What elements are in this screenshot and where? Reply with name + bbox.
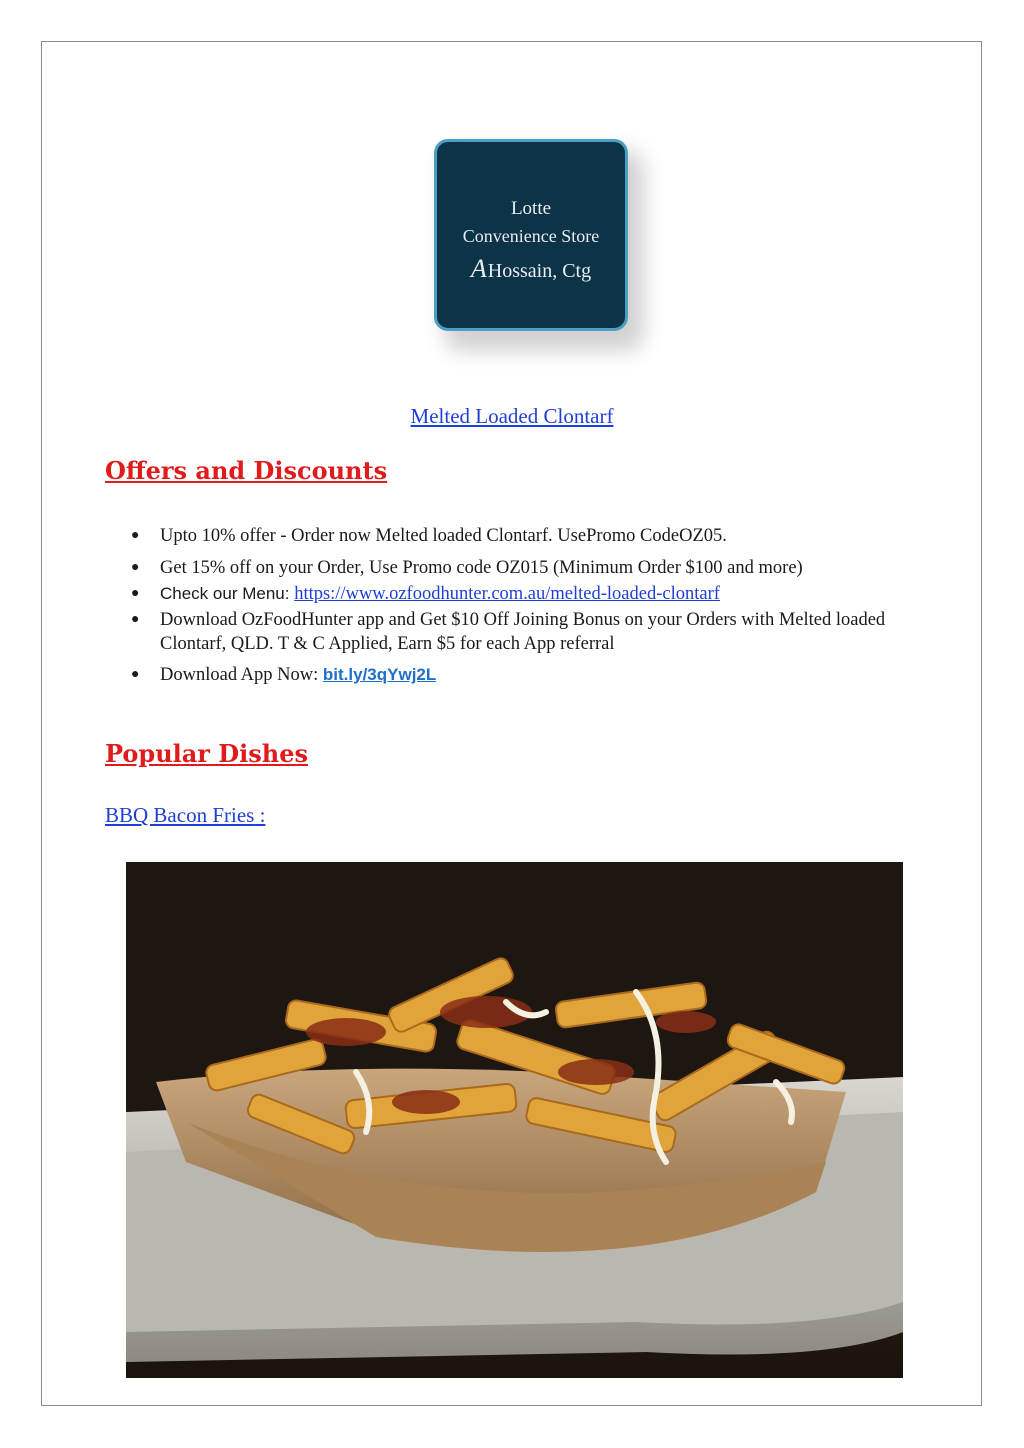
restaurant-title-link[interactable]: Melted Loaded Clontarf — [410, 404, 614, 428]
offers-list — [128, 524, 888, 687]
logo-line-2: Convenience Store — [462, 226, 600, 246]
logo-line-3 — [437, 254, 625, 284]
offer-text: Get 15% off on your Order, Use Promo code OZ015 (Minimum Order $100 and more) — [160, 558, 803, 578]
bullet-icon: ● — [131, 586, 140, 601]
bullet-icon: ● — [131, 560, 140, 575]
menu-label: Check our Menu: — [160, 584, 295, 603]
bullet-icon: ● — [131, 528, 140, 543]
offer-item — [128, 524, 888, 548]
offer-item — [128, 608, 888, 656]
fries-photo-illustration — [126, 862, 903, 1378]
download-label: Download App Now: — [160, 665, 323, 685]
offer-text: Upto 10% offer - Order now Melted loaded Clontarf. UsePromo CodeOZ05. — [160, 526, 727, 546]
app-download-link[interactable]: bit.ly/3qYwj2L — [322, 665, 437, 684]
offer-item — [128, 556, 888, 580]
store-logo — [434, 139, 630, 333]
offer-item — [128, 663, 888, 687]
logo-line-3-text: Hossain, Ctg — [487, 260, 592, 282]
logo-badge — [434, 139, 628, 331]
offer-text: Download OzFoodHunter app and Get $10 Off Joining Bonus on your Orders with Melted loaded Clontarf, QLD. T & C Applied, Earn $5 for each App referral — [160, 610, 886, 654]
dish-photo — [126, 862, 903, 1378]
menu-link[interactable]: https://www.ozfoodhunter.com.au/melted-loaded-clontarf — [294, 584, 720, 604]
dish-title-link[interactable] — [105, 803, 265, 828]
logo-initial: A — [470, 254, 487, 283]
logo-line-1: Lotte — [510, 198, 552, 219]
dish-title-suffix: : — [254, 803, 266, 827]
popular-dishes-heading: Popular Dishes — [105, 739, 308, 768]
dish-title: BBQ Bacon Fries — [105, 803, 255, 827]
bullet-icon: ● — [131, 667, 140, 682]
offer-item — [128, 582, 888, 606]
offers-heading: Offers and Discounts — [105, 456, 388, 485]
bullet-icon: ● — [131, 612, 140, 627]
